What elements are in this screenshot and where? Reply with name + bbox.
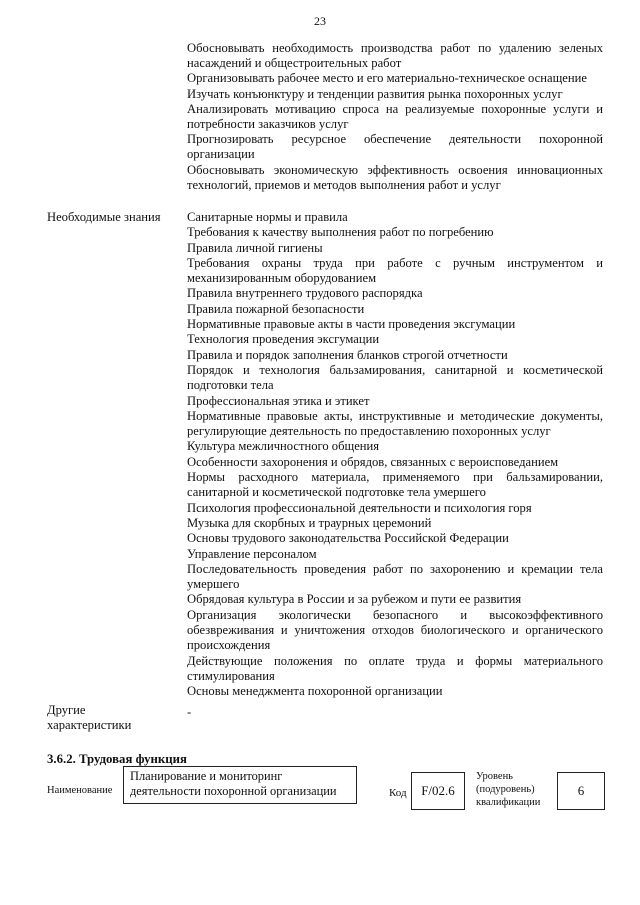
knowledge-item: Нормативные правовые акты в части проведения эксгумации [187,317,516,332]
knowledge-item: Технология проведения эксгумации [187,332,380,347]
knowledge-item: Основы менеджмента похоронной организации [187,684,443,699]
knowledge-item: Организация экологически безопасного и высокоэффективного обезвреживания и уничтожения отходов биологического и органического происхождения [187,607,603,653]
knowledge-item: Требования к качеству выполнения работ по погребению [187,225,494,240]
knowledge-item: Правила и порядок заполнения бланков строгой отчетности [187,347,508,362]
knowledge-item: Санитарные нормы и правила [187,210,348,224]
qualification-level-label: Уровень (подуровень) квалификации [476,771,541,808]
qualification-level-box: 6 [557,772,605,810]
knowledge-item: Психология профессиональной деятельности и психология горя [187,500,532,515]
knowledge-item: Требования охраны труда при работе с ручным инструментом и механизированным оборудованием [187,255,603,286]
code-label: Код [389,787,407,799]
other-characteristics-label: Другие характеристики [47,703,132,733]
knowledge-item: Управление персоналом [187,546,317,561]
knowledge-item: Последовательность проведения работ по захоронению и кремации тела умершего [187,561,603,592]
skill-item: Обосновывать экономическую эффективность освоения инновационных технологий, приемов и методов выполнения работ и услуг [187,162,603,192]
knowledge-item: Музыка для скорбных и траурных церемоний [187,515,432,530]
knowledge-item: Нормы расходного материала, применяемого при бальзамировании, санитарной и косметической подготовке тела умершего [187,470,603,500]
skill-item: Изучать конъюнктуру и тенденции развития рынка похоронных услуг [187,86,563,101]
knowledge-item: Действующие положения по оплате труда и формы материального стимулирования [187,653,603,683]
knowledge-item: Обрядовая культура в России и за рубежом и пути ее развития [187,592,522,607]
knowledge-item: Порядок и технология бальзамирования, санитарной и косметической подготовки тела [187,362,603,393]
other-characteristics-value: - [187,705,192,719]
page-number: 23 [314,14,326,28]
function-name-box: Планирование и мониторинг деятельности похоронной организации [123,766,357,804]
skill-item: Обосновывать необходимость производства работ по удалению зеленых насаждений и общестроительных работ [187,41,603,71]
knowledge-item: Профессиональная этика и этикет [187,393,370,408]
knowledge-item: Правила личной гигиены [187,240,323,255]
knowledge-item: Нормативные правовые акты, инструктивные и методические документы, регулирующие деятельность по предоставлению похоронных услуг [187,408,603,439]
knowledge-item: Основы трудового законодательства Российской Федерации [187,531,509,546]
skills-list [187,41,603,193]
skill-item: Прогнозировать ресурсное обеспечение деятельности похоронной организации [187,132,603,162]
knowledge-list [187,210,603,700]
knowledge-item: Правила внутреннего трудового распорядка [187,286,423,301]
skill-item: Анализировать мотивацию спроса на реализуемые похоронные услуги и потребности заказчиков услуг [187,101,603,132]
knowledge-item: Особенности захоронения и обрядов, связанных с вероисповеданием [187,454,559,469]
knowledge-item: Культура межличностного общения [187,439,380,454]
skill-item: Организовывать рабочее место и его материально-техническое оснащение [187,71,587,86]
section-heading: 3.6.2. Трудовая функция [47,752,187,766]
knowledge-label: Необходимые знания [47,210,161,224]
knowledge-item: Правила пожарной безопасности [187,301,365,316]
name-label: Наименование [47,785,113,796]
code-box: F/02.6 [411,772,465,810]
